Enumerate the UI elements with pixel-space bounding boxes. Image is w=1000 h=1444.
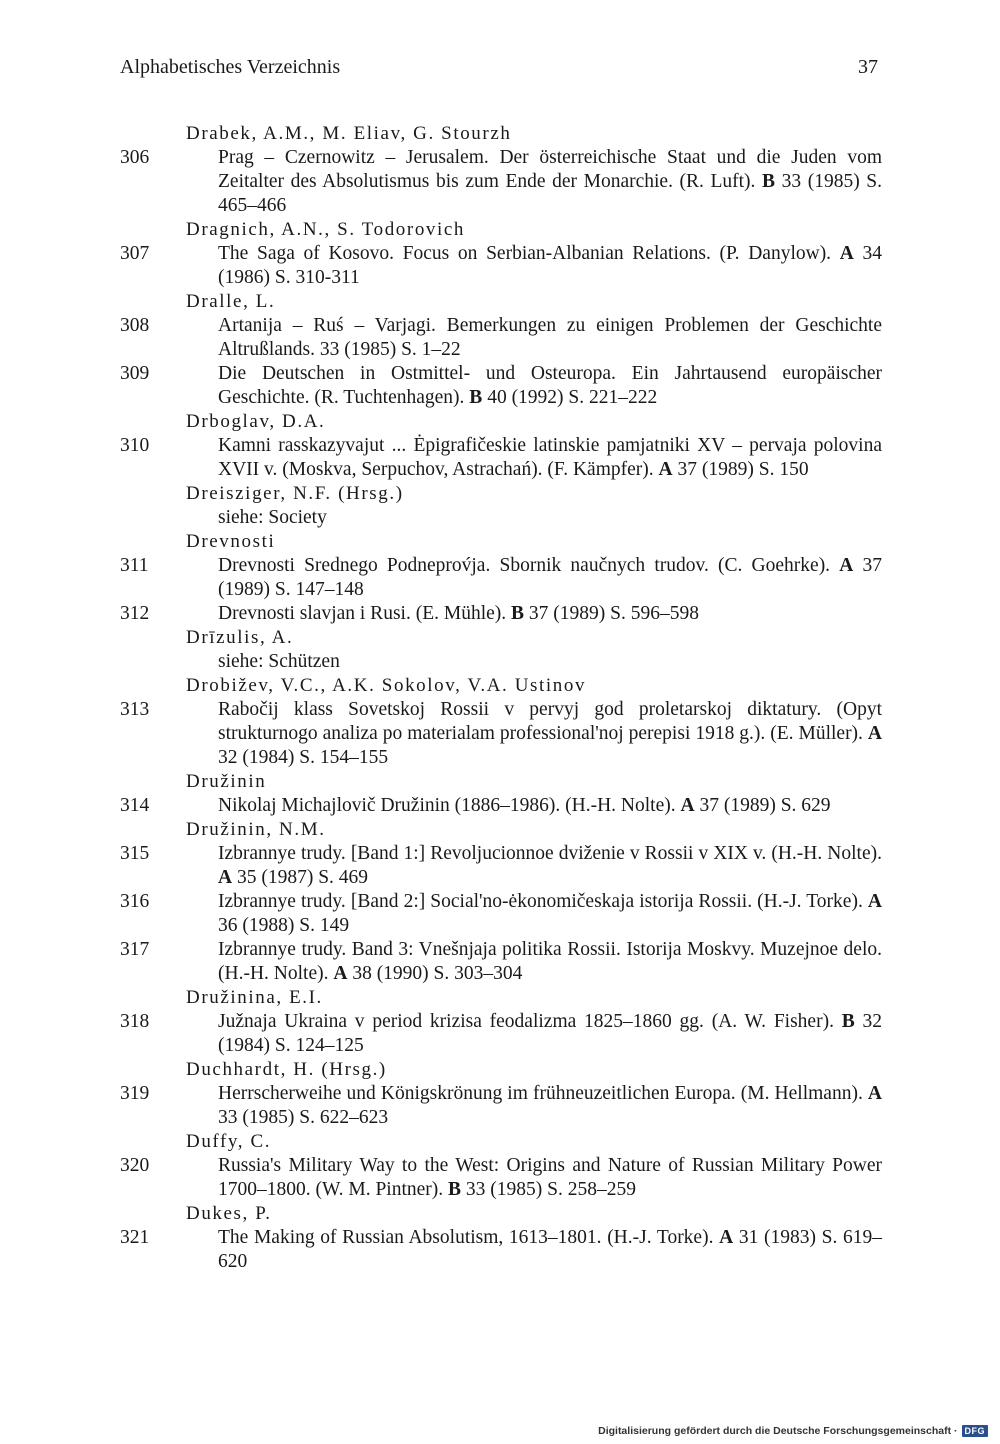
entry-text xyxy=(218,146,882,218)
entry-title: Nikolaj Michajlovič Družinin (1886–1986). (H.-H. Nolte). xyxy=(218,795,676,816)
dfg-logo: DFG xyxy=(962,1425,989,1437)
journal-series: A xyxy=(658,459,673,480)
index-entry xyxy=(120,242,882,290)
entry-title: Russia's Military Way to the West: Origins and Nature of Russian Military Power 1700–1800. (W. M. Pintner). xyxy=(218,1155,882,1200)
entry-title: The Making of Russian Absolutism, 1613–1801. (H.-J. Torke). xyxy=(218,1227,714,1248)
volume-reference: 33 (1985) S. 465–466 xyxy=(218,171,883,216)
entry-title: Kamni rasskazyvajut ... Ėpigrafičeskie latinskie pamjatniki XV – pervaja polovina XVII v. (Moskva, Serpuchov, Astrachań). (F. Kämpfer). xyxy=(218,435,882,480)
entry-text xyxy=(218,1082,882,1130)
entry-number: 321 xyxy=(120,1227,150,1248)
entry-title: Rabočij klass Sovetskoj Rossii v pervyj god proletarskoj diktatury. (Opyt strukturnogo analiza po materialam professional'noj perepisi 1918 g.). (E. Müller). xyxy=(218,699,882,744)
index-entry xyxy=(120,314,882,362)
entry-number: 315 xyxy=(120,843,150,864)
volume-reference: 37 (1989) S. 147–148 xyxy=(218,555,882,600)
entry-number: 319 xyxy=(120,1083,150,1104)
journal-series: A xyxy=(839,243,854,264)
author-heading: Drevnosti xyxy=(186,531,276,552)
volume-reference: 36 (1988) S. 149 xyxy=(218,915,350,936)
entry-number: 318 xyxy=(120,1011,150,1032)
entry-text xyxy=(218,434,882,482)
footer xyxy=(598,1425,988,1437)
page-number: 37 xyxy=(858,56,878,78)
entry-title: The Saga of Kosovo. Focus on Serbian-Albanian Relations. (P. Danylow). xyxy=(218,243,832,264)
cross-reference: siehe: Schützen xyxy=(218,651,340,672)
entry-text xyxy=(218,1226,882,1274)
entry-text xyxy=(218,602,882,626)
index-entry xyxy=(120,362,882,410)
entry-text xyxy=(218,938,882,986)
volume-reference: 34 (1986) S. 310-311 xyxy=(218,243,882,288)
journal-series: B xyxy=(841,1011,855,1032)
author-heading: Drabek, A.M., M. Eliav, G. Stourzh xyxy=(186,123,512,144)
entry-text xyxy=(218,890,882,938)
volume-reference: 38 (1990) S. 303–304 xyxy=(352,963,523,984)
author-heading: Drboglav, D.A. xyxy=(186,411,326,432)
volume-reference: 32 (1984) S. 154–155 xyxy=(218,747,389,768)
author-heading: Dralle, L. xyxy=(186,291,276,312)
entry-text xyxy=(218,1154,882,1202)
entry-title: Drevnosti slavjan i Rusi. (E. Mühle). xyxy=(218,603,507,624)
entry-title: Prag – Czernowitz – Jerusalem. Der österreichische Staat und die Juden vom Zeitalter des Absolutismus bis zum Ende der Monarchie. (R. Luft). xyxy=(218,147,882,192)
entry-title: Die Deutschen in Ostmittel- und Osteuropa. Ein Jahrtausend europäischer Geschichte. (R. Tuchtenhagen). xyxy=(218,363,882,408)
index-list xyxy=(120,122,882,1274)
entry-title: Drevnosti Srednego Podneprov́ja. Sbornik naučnych trudov. (C. Goehrke). xyxy=(218,555,831,576)
entry-title: Izbrannye trudy. Band 3: Vnešnjaja politika Rossii. Istorija Moskvy. Muzejnoe delo. (H.-H. Nolte). xyxy=(218,939,882,984)
journal-series: B xyxy=(448,1179,462,1200)
entry-text xyxy=(218,1010,882,1058)
author-heading: Duchhardt, H. (Hrsg.) xyxy=(186,1059,387,1080)
journal-series: B xyxy=(511,603,525,624)
entry-number: 317 xyxy=(120,939,150,960)
entry-number: 311 xyxy=(120,555,149,576)
author-heading: Dragnich, A.N., S. Todorovich xyxy=(186,219,466,240)
entry-number: 306 xyxy=(120,147,150,168)
journal-series: B xyxy=(762,171,776,192)
entry-number: 314 xyxy=(120,795,150,816)
entry-number: 308 xyxy=(120,315,150,336)
entry-text xyxy=(218,362,882,410)
journal-series: A xyxy=(719,1227,734,1248)
volume-reference: 31 (1983) S. 619–620 xyxy=(218,1227,883,1272)
journal-series: A xyxy=(867,723,882,744)
index-entry xyxy=(120,890,882,938)
index-entry xyxy=(120,1082,882,1130)
entry-number: 320 xyxy=(120,1155,150,1176)
volume-reference: 37 (1989) S. 596–598 xyxy=(528,603,699,624)
index-entry xyxy=(120,146,882,218)
journal-series: A xyxy=(867,1083,883,1104)
journal-series: A xyxy=(333,963,348,984)
index-entry xyxy=(120,1010,882,1058)
volume-reference: 33 (1985) S. 258–259 xyxy=(465,1179,637,1200)
index-entry xyxy=(120,842,882,890)
entry-text xyxy=(218,242,882,290)
entry-number: 313 xyxy=(120,699,150,720)
volume-reference: 40 (1992) S. 221–222 xyxy=(487,387,658,408)
entry-title: Južnaja Ukraina v period krizisa feodalizma 1825–1860 gg. (A. W. Fisher). xyxy=(218,1011,834,1032)
volume-reference: 32 (1984) S. 124–125 xyxy=(218,1011,883,1056)
volume-reference: 37 (1989) S. 150 xyxy=(677,459,809,480)
author-heading: Drīzulis, A. xyxy=(186,627,294,648)
volume-reference: 33 (1985) S. 1–22 xyxy=(319,339,461,360)
journal-series: A xyxy=(218,867,233,888)
entry-text xyxy=(218,314,882,362)
entry-title: Izbrannye trudy. [Band 2:] Social'no-ėkonomičeskaja istorija Rossii. (H.-J. Torke). xyxy=(218,891,863,912)
journal-series: B xyxy=(469,387,483,408)
footer-text: Digitalisierung gefördert durch die Deutsche Forschungsgemeinschaft · xyxy=(598,1425,958,1437)
author-heading: Dukes, P. xyxy=(186,1203,272,1224)
entry-title: Artanija – Ruś – Varjagi. Bemerkungen zu einigen Problemen der Geschichte Altrußlands. xyxy=(218,315,882,360)
running-title: Alphabetisches Verzeichnis xyxy=(120,56,341,78)
author-heading: Dreisziger, N.F. (Hrsg.) xyxy=(186,483,404,504)
index-entry xyxy=(120,698,882,770)
entry-text xyxy=(218,842,882,890)
index-entry xyxy=(120,1154,882,1202)
entry-text xyxy=(218,698,882,770)
volume-reference: 33 (1985) S. 622–623 xyxy=(218,1107,389,1128)
index-entry xyxy=(120,938,882,986)
entry-title: Izbrannye trudy. [Band 1:] Revoljucionnoe dviženie v Rossii v XIX v. (H.-H. Nolte). xyxy=(218,843,882,864)
index-entry xyxy=(120,602,882,626)
author-heading: Duffy, C. xyxy=(186,1131,272,1152)
author-heading: Družinin, N.M. xyxy=(186,819,326,840)
index-entry xyxy=(120,434,882,482)
index-entry xyxy=(120,554,882,602)
volume-reference: 35 (1987) S. 469 xyxy=(236,867,369,888)
entry-number: 307 xyxy=(120,243,150,264)
entry-text xyxy=(218,794,882,818)
journal-series: A xyxy=(839,555,854,576)
cross-reference: siehe: Society xyxy=(218,507,327,528)
entry-number: 312 xyxy=(120,603,150,624)
index-entry xyxy=(120,1226,882,1274)
index-entry xyxy=(120,794,882,818)
author-heading: Družinina, E.I. xyxy=(186,987,323,1008)
entry-number: 310 xyxy=(120,435,150,456)
author-heading: Družinin xyxy=(186,771,267,792)
entry-number: 316 xyxy=(120,891,150,912)
entry-title: Herrscherweihe und Königskrönung im frühneuzeitlichen Europa. (M. Hellmann). xyxy=(218,1083,863,1104)
entry-text xyxy=(218,554,882,602)
journal-series: A xyxy=(680,795,695,816)
volume-reference: 37 (1989) S. 629 xyxy=(699,795,831,816)
author-heading: Drobižev, V.C., A.K. Sokolov, V.A. Ustinov xyxy=(186,675,587,696)
entry-number: 309 xyxy=(120,363,150,384)
journal-series: A xyxy=(867,891,882,912)
